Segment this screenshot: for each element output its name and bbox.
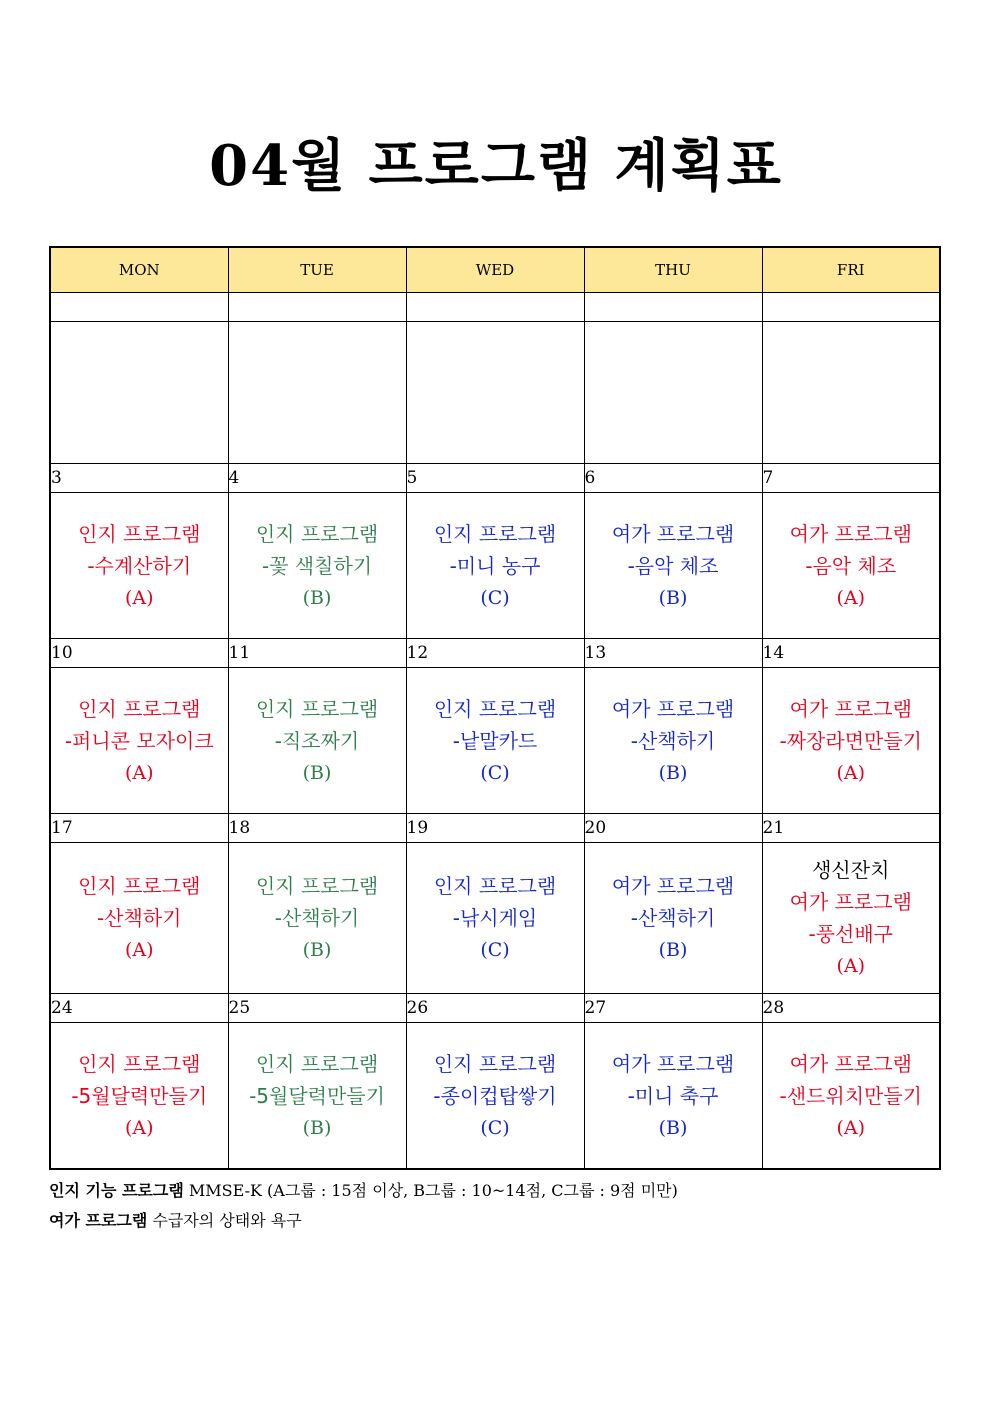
program-group: (A) bbox=[836, 1116, 866, 1139]
program-activity: -5월달력만들기 bbox=[71, 1083, 208, 1108]
program-activity: -미니 농구 bbox=[449, 553, 541, 578]
program-activity: -종이컵탑쌓기 bbox=[433, 1083, 557, 1108]
program-cell bbox=[406, 322, 584, 464]
date-cell: 11 bbox=[228, 639, 406, 668]
program-type: 여가 프로그램 bbox=[611, 521, 735, 546]
program-group: (C) bbox=[480, 761, 510, 784]
date-cell: 18 bbox=[228, 814, 406, 843]
day-header-thu: THU bbox=[584, 247, 762, 293]
program-type: 여가 프로그램 bbox=[611, 1051, 735, 1076]
date-cell: 4 bbox=[228, 464, 406, 493]
program-row bbox=[50, 668, 940, 814]
program-type: 여가 프로그램 bbox=[789, 890, 912, 914]
legend-leisure-text: 수급자의 상태와 욕구 bbox=[147, 1211, 302, 1230]
day-header-row bbox=[50, 247, 940, 293]
program-cell bbox=[762, 493, 940, 639]
program-group: (B) bbox=[302, 1116, 332, 1139]
program-activity: -음악 체조 bbox=[627, 553, 719, 578]
program-group: (B) bbox=[658, 939, 688, 961]
date-cell: 26 bbox=[406, 994, 584, 1023]
program-cell bbox=[762, 322, 940, 464]
program-cell bbox=[762, 1023, 940, 1170]
program-group: (B) bbox=[658, 586, 688, 609]
program-type: 여가 프로그램 bbox=[611, 696, 735, 721]
program-cell bbox=[406, 1023, 584, 1170]
date-cell: 28 bbox=[762, 994, 940, 1023]
program-activity: -낱말카드 bbox=[452, 728, 538, 753]
date-cell: 7 bbox=[762, 464, 940, 493]
date-cell: 21 bbox=[762, 814, 940, 843]
program-activity: -5월달력만들기 bbox=[249, 1083, 385, 1108]
date-cell: 10 bbox=[50, 639, 228, 668]
program-activity: -퍼니콘 모자이크 bbox=[64, 728, 214, 753]
program-activity: -산책하기 bbox=[630, 906, 716, 930]
date-row bbox=[50, 293, 940, 322]
date-cell bbox=[406, 293, 584, 322]
program-cell bbox=[584, 493, 762, 639]
program-activity: -꽃 색칠하기 bbox=[261, 553, 373, 578]
day-header-mon: MON bbox=[50, 247, 228, 293]
program-activity: -산책하기 bbox=[97, 906, 182, 930]
program-cell bbox=[228, 843, 406, 994]
date-row bbox=[50, 994, 940, 1023]
program-group: (A) bbox=[836, 955, 866, 977]
program-group: (C) bbox=[480, 586, 510, 609]
program-cell bbox=[584, 322, 762, 464]
program-calendar bbox=[49, 246, 941, 1170]
program-type: 인지 프로그램 bbox=[433, 521, 557, 546]
program-type: 여가 프로그램 bbox=[611, 874, 735, 898]
program-group: (C) bbox=[480, 1116, 510, 1139]
date-cell: 12 bbox=[406, 639, 584, 668]
date-cell: 19 bbox=[406, 814, 584, 843]
program-type: 인지 프로그램 bbox=[78, 696, 201, 721]
legend-cognitive-label: 인지 기능 프로그램 bbox=[49, 1181, 184, 1200]
program-type: 여가 프로그램 bbox=[789, 1051, 912, 1076]
program-group: (B) bbox=[302, 761, 332, 784]
program-cell bbox=[228, 1023, 406, 1170]
date-cell: 27 bbox=[584, 994, 762, 1023]
date-row bbox=[50, 639, 940, 668]
program-type: 인지 프로그램 bbox=[255, 521, 379, 546]
page-title: 04월 프로그램 계획표 bbox=[209, 133, 783, 199]
program-activity: -직조짜기 bbox=[274, 728, 360, 753]
program-cell bbox=[584, 1023, 762, 1170]
program-row bbox=[50, 322, 940, 464]
program-cell bbox=[50, 493, 228, 639]
legend-leisure-label: 여가 프로그램 bbox=[49, 1211, 148, 1230]
date-cell: 20 bbox=[584, 814, 762, 843]
date-cell bbox=[584, 293, 762, 322]
program-cell bbox=[762, 668, 940, 814]
program-group: (B) bbox=[302, 939, 332, 961]
program-activity: -샌드위치만들기 bbox=[779, 1083, 922, 1108]
program-cell bbox=[762, 843, 940, 994]
program-activity: -미니 축구 bbox=[627, 1083, 719, 1108]
date-cell: 6 bbox=[584, 464, 762, 493]
program-group: (A) bbox=[124, 1116, 154, 1139]
day-header-fri: FRI bbox=[762, 247, 940, 293]
day-header-wed: WED bbox=[406, 247, 584, 293]
program-group: (C) bbox=[480, 939, 510, 961]
program-activity: -짜장라면만들기 bbox=[779, 728, 922, 753]
program-type: 인지 프로그램 bbox=[78, 874, 201, 898]
date-row bbox=[50, 814, 940, 843]
program-activity: -산책하기 bbox=[274, 906, 360, 930]
program-group: (A) bbox=[836, 761, 866, 784]
program-activity: -풍선배구 bbox=[808, 922, 893, 946]
program-type: 인지 프로그램 bbox=[255, 1051, 379, 1076]
program-cell bbox=[50, 668, 228, 814]
program-activity: -산책하기 bbox=[630, 728, 716, 753]
program-group: (A) bbox=[124, 586, 154, 609]
program-group: (B) bbox=[302, 586, 332, 609]
program-type: 인지 프로그램 bbox=[433, 696, 557, 721]
program-cell bbox=[50, 843, 228, 994]
date-cell: 14 bbox=[762, 639, 940, 668]
program-activity: -수계산하기 bbox=[87, 553, 192, 578]
program-type: 인지 프로그램 bbox=[255, 874, 379, 898]
program-type: 인지 프로그램 bbox=[255, 696, 379, 721]
program-cell bbox=[228, 322, 406, 464]
program-type: 인지 프로그램 bbox=[78, 1051, 201, 1076]
date-cell: 24 bbox=[50, 994, 228, 1023]
program-group: (A) bbox=[124, 761, 154, 784]
program-type: 인지 프로그램 bbox=[78, 521, 201, 546]
program-group: (B) bbox=[658, 1116, 688, 1139]
program-cell bbox=[584, 668, 762, 814]
program-cell bbox=[406, 493, 584, 639]
program-group: (A) bbox=[124, 939, 154, 961]
program-cell bbox=[50, 322, 228, 464]
date-cell bbox=[228, 293, 406, 322]
legend-leisure bbox=[49, 1208, 302, 1231]
date-cell: 3 bbox=[50, 464, 228, 493]
program-group: (A) bbox=[836, 586, 866, 609]
program-row bbox=[50, 843, 940, 994]
date-cell bbox=[50, 293, 228, 322]
program-activity: -낚시게임 bbox=[452, 906, 538, 930]
date-cell: 25 bbox=[228, 994, 406, 1023]
program-type: 여가 프로그램 bbox=[789, 521, 912, 546]
program-cell bbox=[50, 1023, 228, 1170]
program-type: 인지 프로그램 bbox=[433, 874, 557, 898]
program-activity: -음악 체조 bbox=[805, 553, 897, 578]
program-cell bbox=[584, 843, 762, 994]
date-row bbox=[50, 464, 940, 493]
day-header-tue: TUE bbox=[228, 247, 406, 293]
program-type: 인지 프로그램 bbox=[433, 1051, 557, 1076]
program-row bbox=[50, 1023, 940, 1170]
date-cell: 13 bbox=[584, 639, 762, 668]
program-cell bbox=[406, 668, 584, 814]
legend-cognitive-text: MMSE-K (A그룹 : 15점 이상, B그룹 : 10~14점, C그룹 : 9점 미만) bbox=[183, 1181, 678, 1200]
date-cell: 17 bbox=[50, 814, 228, 843]
event-label: 생신잔치 bbox=[812, 858, 890, 882]
legend-cognitive bbox=[49, 1178, 678, 1201]
program-cell bbox=[228, 668, 406, 814]
program-type: 여가 프로그램 bbox=[789, 696, 912, 721]
program-cell bbox=[228, 493, 406, 639]
date-cell: 5 bbox=[406, 464, 584, 493]
program-cell bbox=[406, 843, 584, 994]
program-group: (B) bbox=[658, 761, 688, 784]
date-cell bbox=[762, 293, 940, 322]
program-row bbox=[50, 493, 940, 639]
